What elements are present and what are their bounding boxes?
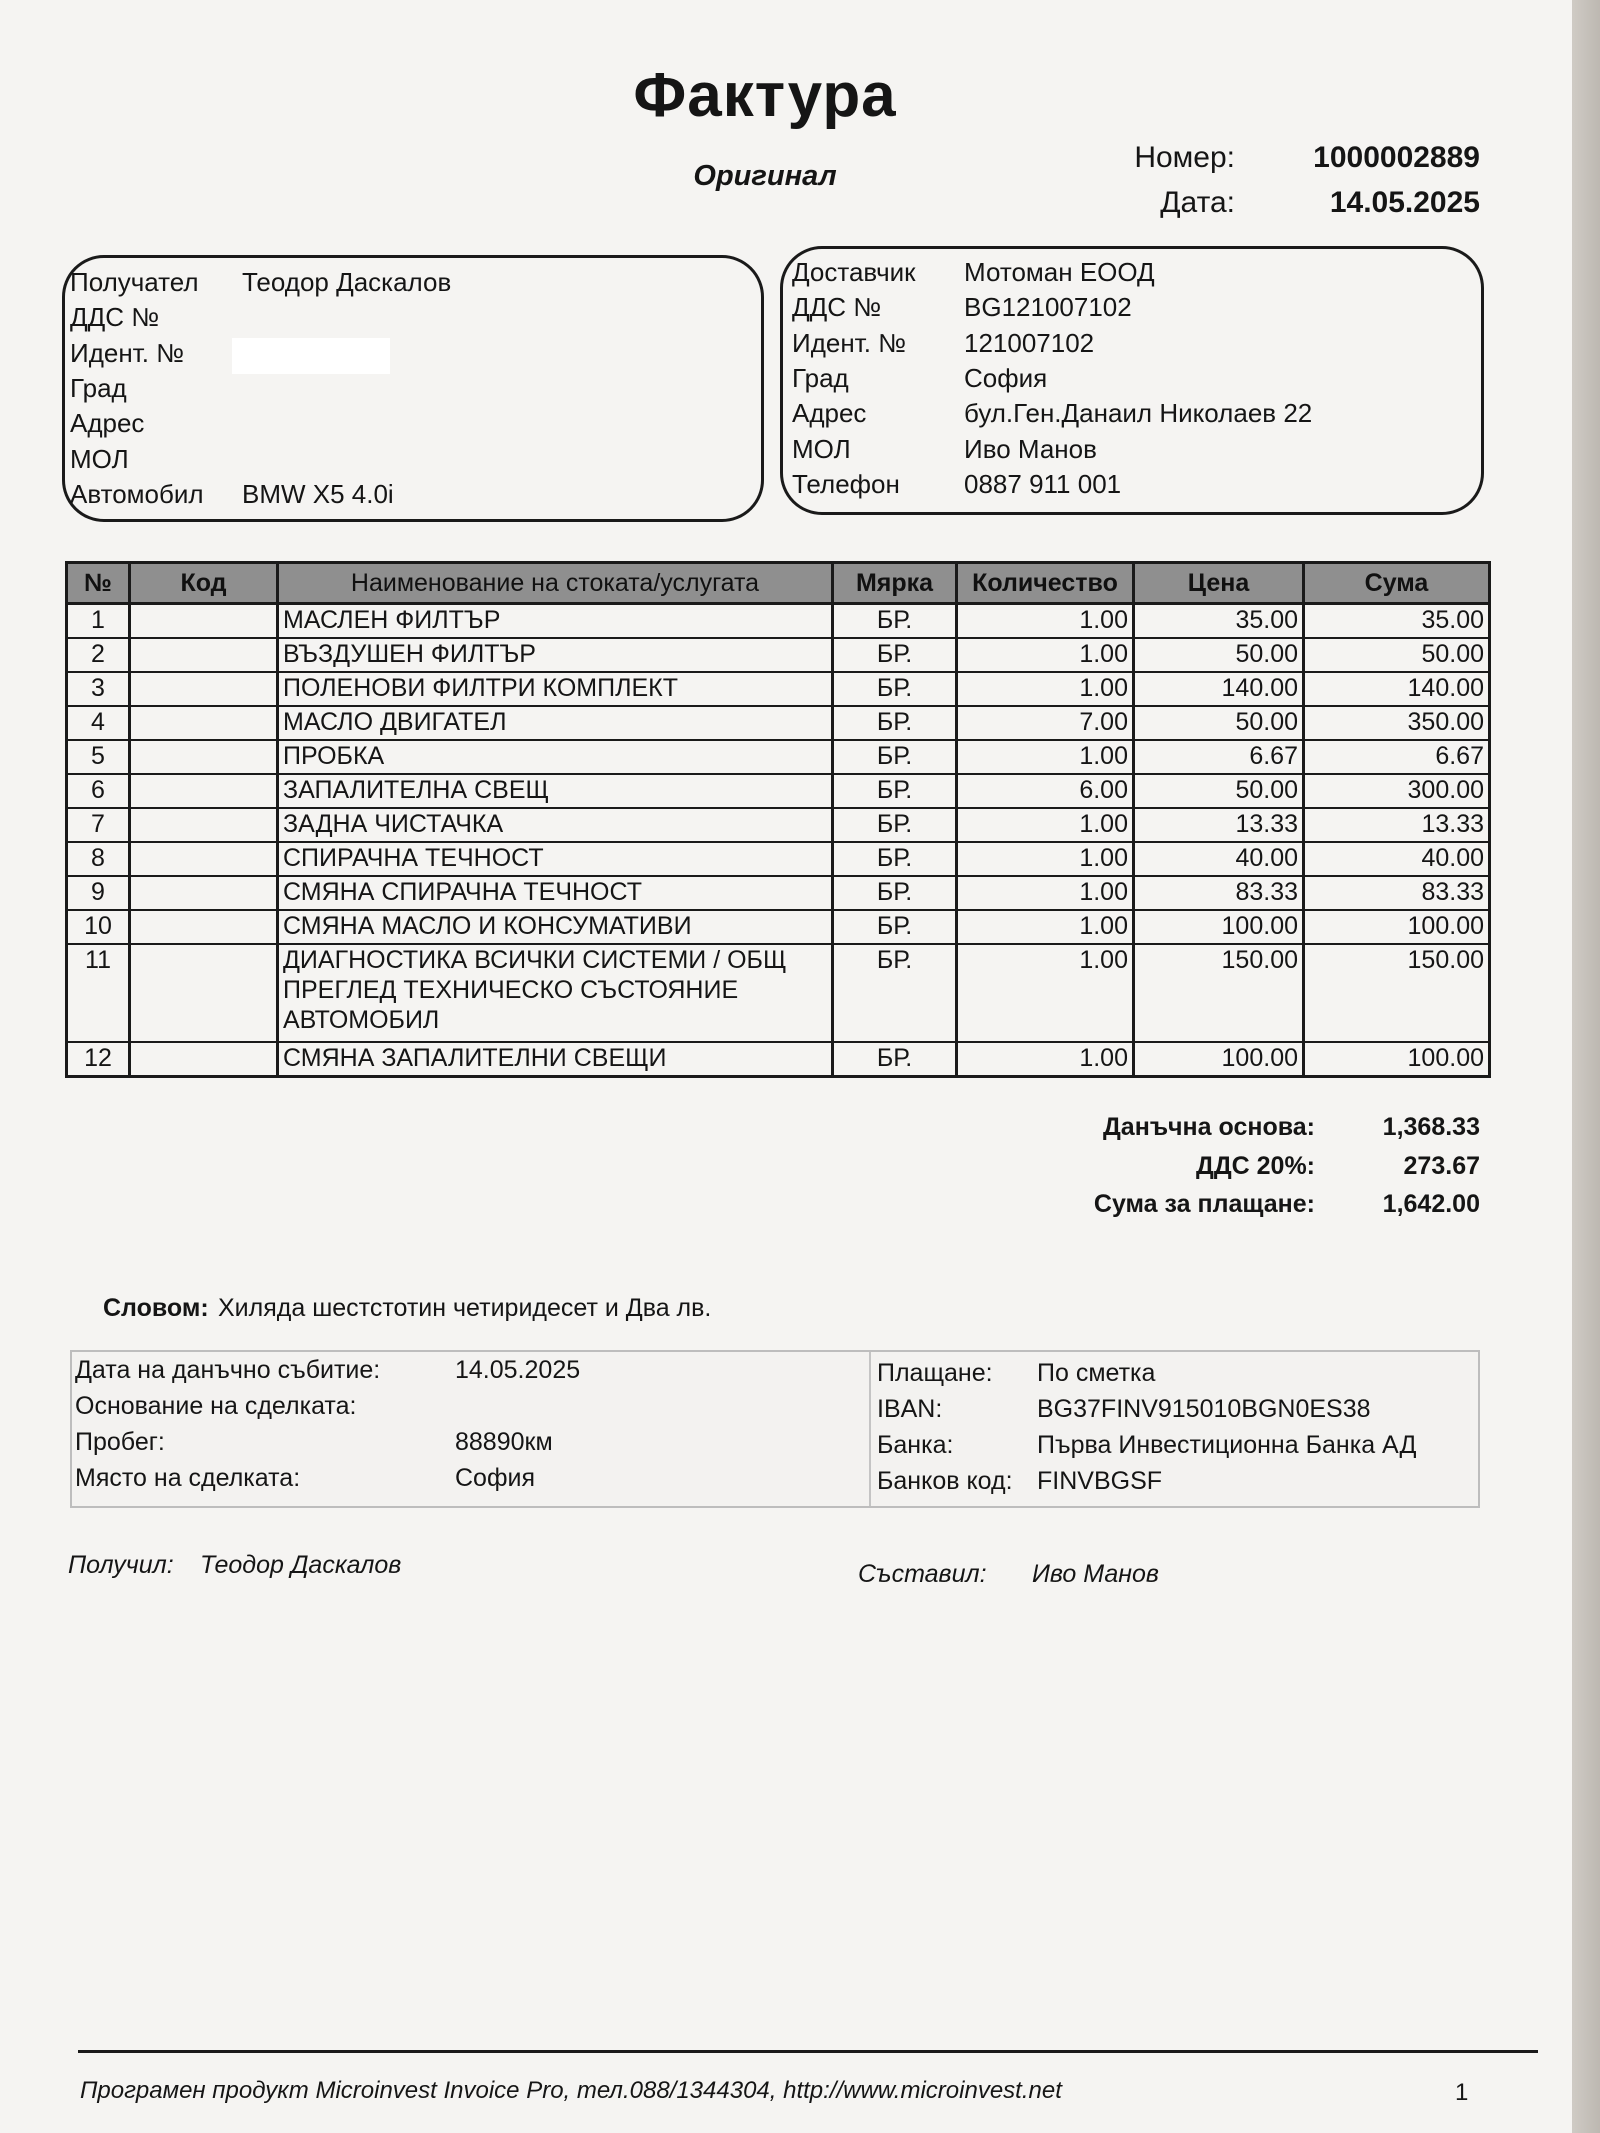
supplier-label: Доставчик xyxy=(792,257,916,287)
composed-by-name: Иво Манов xyxy=(1032,1560,1159,1588)
item-price: 50.00 xyxy=(1134,638,1304,672)
in-words-text: Хиляда шестстотин четиридесет и Два лв. xyxy=(218,1294,712,1322)
item-no: 10 xyxy=(67,910,130,944)
recipient-label: Получател xyxy=(70,267,199,297)
item-name: МАСЛО ДВИГАТЕЛ xyxy=(278,706,833,740)
recipient-row xyxy=(70,444,730,476)
item-price: 6.67 xyxy=(1134,740,1304,774)
supplier-label: Адрес xyxy=(792,398,867,429)
item-no: 12 xyxy=(67,1042,130,1077)
table-row xyxy=(67,842,1490,876)
table-row xyxy=(67,1042,1490,1077)
footer-divider xyxy=(78,2050,1538,2053)
supplier-row xyxy=(792,434,1452,466)
item-unit: БР. xyxy=(833,876,957,910)
recipient-label: Автомобил xyxy=(70,478,204,509)
table-row xyxy=(67,808,1490,842)
page-edge-shadow xyxy=(1572,0,1600,2133)
item-qty: 1.00 xyxy=(957,910,1134,944)
supplier-row xyxy=(792,328,1452,360)
recipient-value: BMW X5 4.0i xyxy=(242,478,394,509)
item-name: ПРОБКА xyxy=(278,740,833,774)
item-price: 100.00 xyxy=(1134,910,1304,944)
items-table xyxy=(65,561,1491,1078)
col-header-price: Цена xyxy=(1134,563,1304,604)
table-row xyxy=(67,638,1490,672)
items-table-body xyxy=(67,604,1490,1077)
item-name: СПИРАЧНА ТЕЧНОСТ xyxy=(278,842,833,876)
tax-base-label: Данъчна основа: xyxy=(1103,1113,1315,1141)
supplier-row xyxy=(792,469,1452,501)
recipient-row xyxy=(70,302,730,334)
received-by-label: Получил: xyxy=(68,1551,174,1579)
col-header-no: № xyxy=(67,563,130,604)
supplier-value: BG121007102 xyxy=(964,292,1132,323)
composed-by-label: Съставил: xyxy=(858,1560,987,1588)
item-no: 8 xyxy=(67,842,130,876)
invoice-number-label: Номер: xyxy=(1134,141,1235,174)
col-header-name: Наименование на стоката/услугата xyxy=(278,563,833,604)
invoice-subtitle: Оригинал xyxy=(693,160,837,192)
item-unit: БР. xyxy=(833,604,957,639)
recipient-label: Град xyxy=(70,372,127,403)
item-qty: 1.00 xyxy=(957,740,1134,774)
item-code xyxy=(130,706,278,740)
item-no: 1 xyxy=(67,604,130,639)
invoice-title: Фактура xyxy=(633,61,897,130)
details-left-value: 14.05.2025 xyxy=(455,1356,581,1384)
item-code xyxy=(130,672,278,706)
col-header-qty: Количество xyxy=(957,563,1134,604)
details-left-value: София xyxy=(455,1464,536,1492)
item-unit: БР. xyxy=(833,774,957,808)
item-sum: 35.00 xyxy=(1304,604,1490,639)
item-name: СМЯНА МАСЛО И КОНСУМАТИВИ xyxy=(278,910,833,944)
item-sum: 100.00 xyxy=(1304,910,1490,944)
recipient-label: Адрес xyxy=(70,408,145,439)
item-qty: 7.00 xyxy=(957,706,1134,740)
item-code xyxy=(130,1042,278,1077)
item-code xyxy=(130,944,278,1042)
item-price: 150.00 xyxy=(1134,944,1304,1042)
item-code xyxy=(130,740,278,774)
table-row xyxy=(67,944,1490,1042)
table-row xyxy=(67,672,1490,706)
vat-label: ДДС 20%: xyxy=(1196,1152,1315,1180)
col-header-code: Код xyxy=(130,563,278,604)
item-price: 13.33 xyxy=(1134,808,1304,842)
invoice-date-label: Дата: xyxy=(1160,186,1235,219)
item-qty: 1.00 xyxy=(957,638,1134,672)
item-price: 83.33 xyxy=(1134,876,1304,910)
item-unit: БР. xyxy=(833,842,957,876)
item-code xyxy=(130,808,278,842)
item-no: 4 xyxy=(67,706,130,740)
received-by-name: Теодор Даскалов xyxy=(200,1551,402,1579)
item-qty: 1.00 xyxy=(957,876,1134,910)
item-unit: БР. xyxy=(833,638,957,672)
item-price: 40.00 xyxy=(1134,842,1304,876)
supplier-label: ДДС № xyxy=(792,292,882,323)
item-sum: 50.00 xyxy=(1304,638,1490,672)
item-price: 50.00 xyxy=(1134,774,1304,808)
tax-base-value: 1,368.33 xyxy=(1382,1113,1480,1141)
table-row xyxy=(67,910,1490,944)
item-unit: БР. xyxy=(833,910,957,944)
item-no: 11 xyxy=(67,944,130,1042)
recipient-row xyxy=(70,373,730,405)
details-right-label: Банков код: xyxy=(877,1467,1013,1495)
item-qty: 1.00 xyxy=(957,672,1134,706)
footer-text: Програмен продукт Microinvest Invoice Pro, тел.088/1344304, http://www.microinvest.net xyxy=(80,2077,1062,2104)
item-unit: БР. xyxy=(833,672,957,706)
supplier-value: Иво Манов xyxy=(964,433,1097,464)
item-unit: БР. xyxy=(833,944,957,1042)
details-right-label: IBAN: xyxy=(877,1395,943,1423)
item-sum: 300.00 xyxy=(1304,774,1490,808)
details-right-value: По сметка xyxy=(1037,1359,1156,1387)
item-no: 2 xyxy=(67,638,130,672)
supplier-row xyxy=(792,292,1452,324)
total-label: Сума за плащане: xyxy=(1093,1190,1315,1218)
recipient-label: МОЛ xyxy=(70,443,129,474)
col-header-unit: Мярка xyxy=(833,563,957,604)
recipient-row xyxy=(70,408,730,440)
details-right-label: Банка: xyxy=(877,1431,954,1459)
supplier-label: Телефон xyxy=(792,468,900,499)
table-row xyxy=(67,706,1490,740)
recipient-row xyxy=(70,267,730,299)
item-code xyxy=(130,842,278,876)
item-no: 9 xyxy=(67,876,130,910)
item-unit: БР. xyxy=(833,740,957,774)
col-header-sum: Сума xyxy=(1304,563,1490,604)
item-price: 50.00 xyxy=(1134,706,1304,740)
item-name: СМЯНА СПИРАЧНА ТЕЧНОСТ xyxy=(278,876,833,910)
details-left-value: 88890км xyxy=(455,1428,553,1456)
supplier-row xyxy=(792,257,1452,289)
item-sum: 150.00 xyxy=(1304,944,1490,1042)
supplier-row xyxy=(792,398,1452,430)
recipient-value: Теодор Даскалов xyxy=(242,267,452,297)
item-qty: 1.00 xyxy=(957,944,1134,1042)
recipient-row xyxy=(70,479,730,511)
invoice-number: 1000002889 xyxy=(1313,141,1480,174)
page-number: 1 xyxy=(1455,2079,1469,2106)
details-right-value: Първа Инвестиционна Банка АД xyxy=(1037,1431,1417,1459)
item-code xyxy=(130,604,278,639)
item-qty: 6.00 xyxy=(957,774,1134,808)
recipient-label: Идент. № xyxy=(70,337,185,368)
details-left-label: Пробег: xyxy=(75,1428,165,1456)
redacted-field xyxy=(232,338,390,374)
item-price: 140.00 xyxy=(1134,672,1304,706)
item-name: ПОЛЕНОВИ ФИЛТРИ КОМПЛЕКТ xyxy=(278,672,833,706)
supplier-value: 0887 911 001 xyxy=(964,468,1122,499)
item-price: 100.00 xyxy=(1134,1042,1304,1077)
item-name: МАСЛЕН ФИЛТЪР xyxy=(278,604,833,639)
details-left-label: Основание на сделката: xyxy=(75,1392,357,1420)
supplier-label: Град xyxy=(792,362,849,393)
in-words-label: Словом: xyxy=(103,1294,209,1322)
item-qty: 1.00 xyxy=(957,842,1134,876)
supplier-value: Мотоман ЕООД xyxy=(964,257,1155,287)
item-name: СМЯНА ЗАПАЛИТЕЛНИ СВЕЩИ xyxy=(278,1042,833,1077)
item-qty: 1.00 xyxy=(957,808,1134,842)
item-price: 35.00 xyxy=(1134,604,1304,639)
table-row xyxy=(67,876,1490,910)
total-value: 1,642.00 xyxy=(1382,1190,1480,1218)
item-code xyxy=(130,876,278,910)
details-left-label: Дата на данъчно събитие: xyxy=(75,1356,381,1384)
table-row xyxy=(67,740,1490,774)
supplier-value: бул.Ген.Данаил Николаев 22 xyxy=(964,398,1313,429)
item-no: 7 xyxy=(67,808,130,842)
item-sum: 40.00 xyxy=(1304,842,1490,876)
item-sum: 140.00 xyxy=(1304,672,1490,706)
supplier-value: 121007102 xyxy=(964,327,1095,358)
supplier-row xyxy=(792,363,1452,395)
details-right-label: Плащане: xyxy=(877,1359,993,1387)
item-name: ВЪЗДУШЕН ФИЛТЪР xyxy=(278,638,833,672)
item-sum: 100.00 xyxy=(1304,1042,1490,1077)
item-sum: 13.33 xyxy=(1304,808,1490,842)
details-right-value: BG37FINV915010BGN0ES38 xyxy=(1037,1395,1371,1423)
item-unit: БР. xyxy=(833,1042,957,1077)
item-no: 6 xyxy=(67,774,130,808)
details-right-value: FINVBGSF xyxy=(1037,1467,1163,1495)
item-sum: 6.67 xyxy=(1304,740,1490,774)
recipient-row xyxy=(70,338,730,370)
item-name: ЗАПАЛИТЕЛНА СВЕЩ xyxy=(278,774,833,808)
item-sum: 350.00 xyxy=(1304,706,1490,740)
item-unit: БР. xyxy=(833,808,957,842)
item-code xyxy=(130,774,278,808)
details-left-label: Място на сделката: xyxy=(75,1464,301,1492)
item-name: ЗАДНА ЧИСТАЧКА xyxy=(278,808,833,842)
vat-value: 273.67 xyxy=(1403,1152,1480,1180)
item-code xyxy=(130,910,278,944)
supplier-value: София xyxy=(964,362,1048,393)
item-no: 3 xyxy=(67,672,130,706)
item-unit: БР. xyxy=(833,706,957,740)
item-qty: 1.00 xyxy=(957,1042,1134,1077)
table-row xyxy=(67,774,1490,808)
item-qty: 1.00 xyxy=(957,604,1134,639)
item-sum: 83.33 xyxy=(1304,876,1490,910)
table-row xyxy=(67,604,1490,639)
details-divider xyxy=(869,1352,871,1506)
item-name: ДИАГНОСТИКА ВСИЧКИ СИСТЕМИ / ОБЩ ПРЕГЛЕД ТЕХНИЧЕСКО СЪСТОЯНИЕ АВТОМОБИЛ xyxy=(278,944,833,1042)
table-header-row xyxy=(67,563,1490,604)
item-no: 5 xyxy=(67,740,130,774)
invoice-date: 14.05.2025 xyxy=(1329,186,1480,219)
supplier-label: Идент. № xyxy=(792,327,907,358)
supplier-label: МОЛ xyxy=(792,433,851,464)
item-code xyxy=(130,638,278,672)
recipient-label: ДДС № xyxy=(70,302,160,333)
